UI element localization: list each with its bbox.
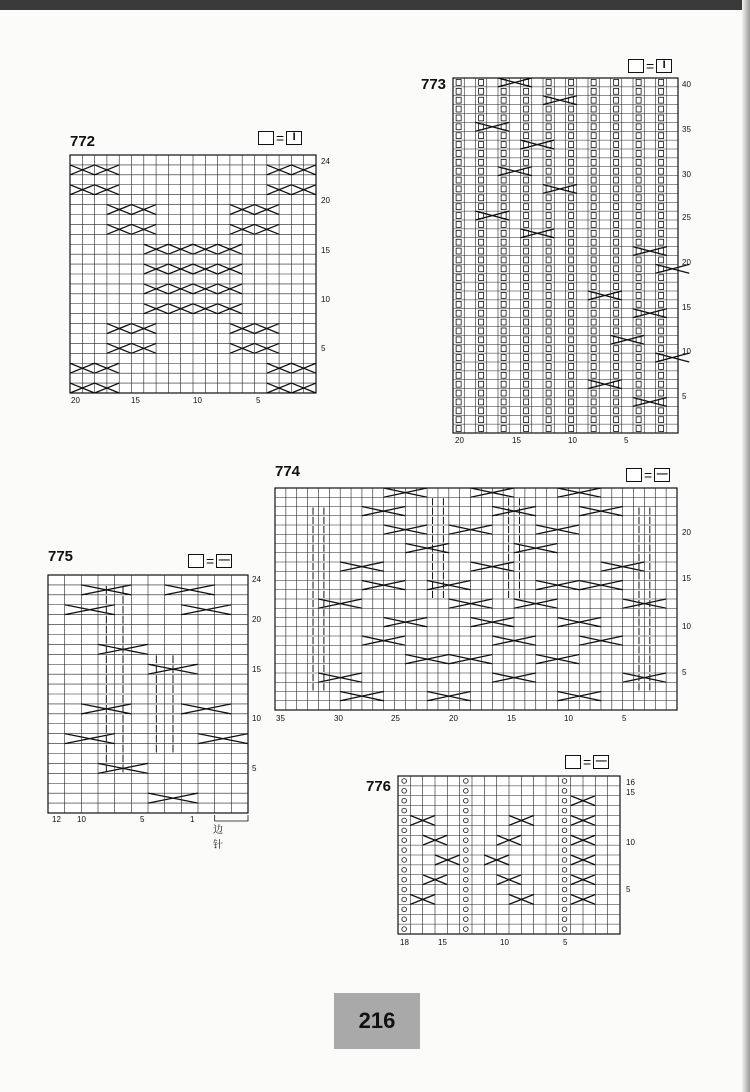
row-label: 10: [682, 622, 691, 631]
row-label: 5: [682, 392, 687, 401]
edge-stitch-label: 边针: [213, 825, 223, 851]
row-label: 24: [252, 575, 261, 584]
row-label: 10: [626, 838, 635, 847]
chart-773-title: 773: [421, 76, 447, 93]
row-label: 15: [682, 574, 691, 583]
col-label: 5: [563, 938, 568, 947]
col-label: 15: [507, 714, 516, 723]
legend-knit-symbol: I: [286, 131, 302, 145]
col-label: 15: [438, 938, 447, 947]
row-label: 15: [682, 303, 691, 312]
col-label: 18: [400, 938, 409, 947]
legend-knit-symbol: I: [656, 59, 672, 73]
chart-776-title: 776: [366, 778, 392, 795]
legend-purl-symbol: —: [654, 468, 670, 482]
row-label: 15: [321, 246, 330, 255]
row-label: 24: [321, 157, 330, 166]
col-label: 10: [193, 396, 202, 405]
page-number-box: [334, 993, 420, 1049]
col-label: 25: [391, 714, 400, 723]
legend-purl-symbol: —: [216, 554, 232, 568]
row-label: 35: [682, 125, 691, 134]
col-label: 20: [455, 436, 464, 445]
col-label: 15: [131, 396, 140, 405]
row-label: 20: [321, 196, 330, 205]
chart-772-title: 772: [70, 133, 96, 150]
row-label: 20: [682, 528, 691, 537]
row-label: 20: [252, 615, 261, 624]
col-label: 10: [500, 938, 509, 947]
chart-775-title: 775: [48, 548, 74, 565]
col-label: 35: [276, 714, 285, 723]
row-label: 10: [682, 347, 691, 356]
col-label: 1: [190, 815, 195, 824]
legend-equals: =: [646, 58, 655, 74]
row-label: 16: [626, 778, 635, 787]
legend-purl-symbol: —: [593, 755, 609, 769]
col-label: 20: [71, 396, 80, 405]
row-label: 5: [682, 668, 687, 677]
row-label: 15: [626, 788, 635, 797]
col-label: 30: [334, 714, 343, 723]
col-label: 10: [564, 714, 573, 723]
row-label: 25: [682, 213, 691, 222]
row-label: 15: [252, 665, 261, 674]
col-label: 5: [624, 436, 629, 445]
row-label: 10: [321, 295, 330, 304]
page-number: 216: [358, 1008, 396, 1033]
col-label: 15: [512, 436, 521, 445]
col-label: 10: [568, 436, 577, 445]
col-label: 5: [140, 815, 145, 824]
row-label: 5: [321, 344, 326, 353]
col-label: 12: [52, 815, 61, 824]
legend-equals: =: [583, 754, 592, 770]
legend-equals: =: [276, 130, 285, 146]
row-label: 20: [682, 258, 691, 267]
chart-774-title: 774: [275, 463, 301, 480]
legend-equals: =: [644, 467, 653, 483]
col-label: 5: [256, 396, 261, 405]
col-label: 20: [449, 714, 458, 723]
col-label: 10: [77, 815, 86, 824]
row-label: 10: [252, 714, 261, 723]
legend-equals: =: [206, 553, 215, 569]
row-label: 5: [252, 764, 257, 773]
row-label: 5: [626, 885, 631, 894]
col-label: 5: [622, 714, 627, 723]
row-label: 30: [682, 170, 691, 179]
row-label: 40: [682, 80, 691, 89]
